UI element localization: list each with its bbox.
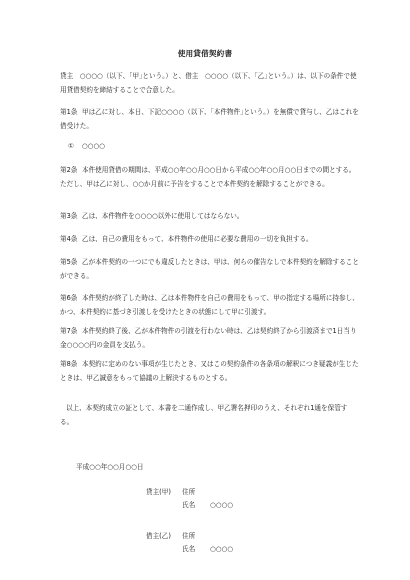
address-label: 住所 [182, 488, 196, 496]
article-4 [60, 233, 360, 247]
article-text: 乙が本件契約の一つにでも違反したときは、甲は、何らの催告なしで本件契約を解除することができる。 [60, 258, 359, 280]
document-title: 使用貸借契約書 [177, 49, 233, 58]
article-5 [60, 256, 360, 283]
article-8 [60, 358, 360, 385]
article-number: 第4条 [60, 235, 78, 243]
article-number: 第6条 [60, 294, 78, 302]
article-text: 甲は乙に対し、本日、下記○○○○（以下、｢本件物件｣という。）を無償で貸与し、乙はこれを借受けた。 [60, 108, 359, 130]
article-1 [60, 106, 360, 133]
item-1 [68, 140, 105, 154]
contract-date: 平成○○年○○月○○日 [76, 463, 144, 471]
article-text: 乙は、本件物件を○○○○以外に使用してはならない。 [82, 212, 244, 220]
lessee-name-row [182, 543, 233, 556]
signatory-name: ○○○○ [210, 545, 234, 553]
address-label: 住所 [182, 532, 196, 540]
article-6 [60, 292, 360, 319]
article-text: 本件使用貸借の期間は、平成○○年○○月○○日から平成○○年○○月○○日までの間とする。ただし、甲は乙に対し、○○か月前に予告をすることで本件契約を解除することができる。 [60, 166, 356, 188]
article-number: 第5条 [60, 258, 78, 266]
item-mark: ① [68, 142, 74, 150]
article-number: 第2条 [60, 166, 78, 174]
article-number: 第3条 [60, 212, 78, 220]
closing-text: 以上、本契約成立の証として、本書を二通作成し、甲乙署名押印のうえ、それぞれ1通を保管する。 [60, 404, 348, 426]
article-text: 本契約に定めのない事項が生じたとき、又はこの契約条件の各条項の解釈につき疑義が生じたときは、甲乙誠意をもって協議の上解決するものとする。 [60, 360, 359, 382]
lessor-name-row [182, 499, 233, 512]
lessee-address-row [146, 530, 195, 543]
name-label: 氏名 [182, 501, 196, 509]
article-7 [60, 325, 360, 352]
lessor-address-row [146, 486, 195, 499]
article-text: 本件契約終了後、乙が本件物件の引渡を行わない時は、乙は契約終了から引渡済まで1日当り金○○○○円の金員を支払う。 [60, 327, 357, 349]
signatory-name: ○○○○ [210, 501, 234, 509]
article-text: 本件契約が終了した時は、乙は本件物件を自己の費用をもって、甲の指定する場所に持参し、かつ、本件契約に基づき引渡しを受けたときの状態にして甲に引渡す。 [60, 294, 359, 316]
article-3 [60, 210, 360, 224]
article-number: 第7条 [60, 327, 78, 335]
article-2 [60, 164, 360, 191]
article-number: 第8条 [60, 360, 78, 368]
signatory-role: 借主(乙) [146, 532, 171, 540]
item-text: ○○○○ [81, 142, 105, 150]
name-label: 氏名 [182, 545, 196, 553]
signatory-role: 貸主(甲) [146, 488, 171, 496]
article-number: 第1条 [60, 108, 78, 116]
preamble: 貸主 ○○○○（以下、｢甲｣という。）と、借主 ○○○○（以下、｢乙｣という。）は、以下の条件で使用貸借契約を締結することで合意した。 [60, 72, 357, 94]
article-text: 乙は、自己の費用をもって、本件物件の使用に必要な費用の一切を負担する。 [82, 235, 313, 243]
